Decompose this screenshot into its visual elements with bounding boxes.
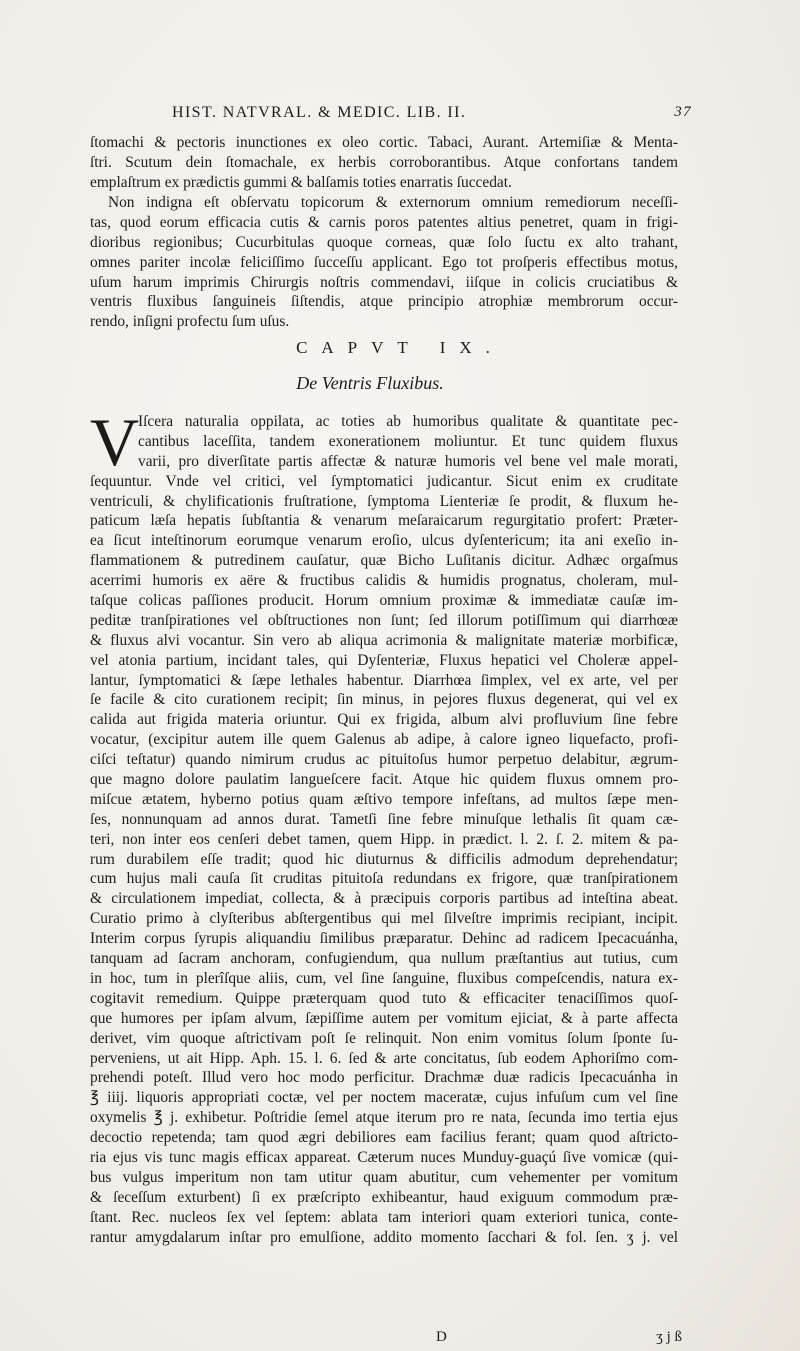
text-line: rum durabilem eſſe tradit; quod hic diuturnus & difficilis admodum deprehendatur; [90, 850, 678, 868]
text-line: in hoc, tum in plerîſque aliis, cum, vel ſine ſanguine, fluxibus compeſcendis, natura ex- [90, 969, 678, 987]
text-line: vocatur, (excipitur autem ille quem Galenus ab adipe, à calore igneo liquefacto, profi- [90, 731, 678, 749]
catchword: ʒ j ß [656, 1329, 682, 1345]
text-line: varii, pro diverſitate partis affectæ & naturæ humoris vel bene vel male morati, [138, 452, 678, 470]
page-number: 37 [674, 104, 692, 120]
text-line: ciſci teſtatur) quando nimirum crudus ac pituitoſus humor perpetuo delabitur, ægrum- [90, 751, 678, 769]
text-line: miſcue ætatem, hyberno potius quam æſtivo tempore infeſtans, ad multos ſæpe men- [90, 790, 678, 808]
text-line: prehendi poteſt. Illud vero hoc modo perficitur. Drachmæ duæ radicis Ipecacuánha in [90, 1069, 678, 1087]
text-line: flammationem & putredinem cauſatur, quæ Bicho Luſitanis dicitur. Adhæc orgaſmus [90, 552, 678, 570]
text-line: cantibus laceſſita, tandem exonerationem moliuntur. Et tunc quidem fluxus [138, 432, 678, 450]
chapter-heading: CAPVT IX. [296, 338, 504, 357]
paragraph-1 [90, 133, 678, 193]
text-line: rantur amygdalarum inſtar pro emulſione, addito momento ſacchari & fol. ſen. ʒ j. vel [90, 1228, 678, 1246]
text-line: ſes, nonnunquam ad annos durat. Tametſi ſine febre minuſque lethalis ſit quam cæ- [90, 810, 678, 828]
page-footer [0, 1329, 800, 1351]
text-line: & circulationem impediat, collecta, & à præcipuis corporis partibus ad inteſtina abeat. [90, 890, 678, 908]
text-line: uſum harum imprimis Chirurgis noſtris commendavi, iiſque in colicis cruciatibus & [90, 273, 678, 291]
text-line: que magno dolore paulatim langueſcere facit. Atque hic quidem fluxus omnem pro- [90, 771, 678, 789]
text-line: Interim corpus ſyrupis aliquandiu ſimilibus præparatur. Dehinc ad radicem Ipecacuánha, [90, 930, 678, 948]
text-line: acerrimi humoris ex aëre & fructibus calidis & humidis prognatus, choleram, mul- [90, 572, 678, 590]
text-line: Non indigna eſt obſervatu topicorum & externorum omnium remediorum neceſſi- [108, 194, 678, 211]
text-line: ſtomachi & pectoris inunctiones ex oleo cortic. Tabaci, Aurant. Artemiſiæ & Menta- [90, 134, 678, 151]
text-line: peditæ tranſpirationes vel obſtructiones non ſunt; ſed illorum potiſſimum qui diarrhœæ [90, 611, 678, 629]
text-line: cum hujus mali cauſa ſit cruditas pituitoſa redundans ex frigore, quæ tranſpirationem [90, 870, 678, 888]
text-line: taſque colicas paſſiones producit. Horum omnium proximæ & immediatæ cauſæ im- [90, 592, 678, 610]
text-line: & ſeceſſum exturbent) ſi ex præſcripto exhibeantur, haud exiguum commodum præ- [90, 1188, 678, 1206]
text-line: ſe facile & cito curationem recipit; ſin minus, in pejores fluxus degenerat, qui vel ex [90, 691, 678, 709]
text-line: oxymelis ℥ j. exhibetur. Poſtridie ſemel atque iterum pro re nata, ſecunda imo tertia ejus [90, 1109, 678, 1127]
text-line: ſequuntur. Vnde vel critici, vel ſymptomatici judicantur. Sicut enim ex cruditate [90, 472, 678, 490]
text-line: & fluxus alvi vocantur. Sin vero ab aliqua acrimonia & malignitate materiæ morbificæ, [90, 631, 678, 649]
text-line: bus vulgus imperitum non tam utitur quam abutitur, cum vehementer per vomitum [90, 1168, 678, 1186]
text-line: rendo, inſigni profectu ſum uſus. [90, 313, 290, 331]
text-line: ℥ iiij. liquoris appropriati coctæ, vel per noctem maceratæ, cujus infuſum cum vel ſine [90, 1089, 678, 1107]
text-line: Iſcera naturalia oppilata, ac toties ab humoribus qualitate & quantitate pec- [138, 413, 678, 430]
text-line: lantur, ſymptomatici & ſæpe lethales habentur. Diarrhœa ſimplex, vel ex arte, vel per [90, 671, 678, 689]
text-line: ſtant. Rec. nucleos ſex vel ſeptem: ablata tam interiori quam exteriori tunica, conte- [90, 1208, 678, 1226]
text-line: derivet, vim quoque aſtrictivam poſt ſe relinquit. Non enim vomitus ſolum ſponte ſu- [90, 1029, 678, 1047]
text-line: ſtri. Scutum dein ſtomachale, ex herbis corroborantibus. Atque confortans tandem [90, 153, 678, 171]
paragraph-3 [90, 404, 678, 1247]
text-line: emplaſtrum ex prædictis gummi & balſamis toties enarratis ſuccedat. [90, 173, 512, 191]
text-line: tas, quod eorum efficacia cutis & carnis poros patentes altius penetret, quam in frigi- [90, 213, 678, 231]
text-line: decoctio repetenda; tam quod ægri debiliores eam facilius ferant; quam quod aſtricto- [90, 1129, 678, 1147]
drop-capital: V [90, 404, 140, 480]
text-line: teri, non inter eos cenſeri debet tamen, quem Hipp. in prædict. l. 2. ſ. 2. mitem & pa- [90, 830, 678, 848]
signature-mark: D [436, 1329, 447, 1345]
text-line: calida aut frigida materia oriuntur. Qui ex frigida, album alvi profluvium ſine febre [90, 711, 678, 729]
text-line: ria ejus vis tunc magis efficax appareat. Cæterum nuces Munduy-guaçú ſive vomicæ (qui- [90, 1148, 678, 1166]
running-header [172, 104, 692, 130]
text-line: ventriculi, & chylificationis fruſtratione, ſymptoma Lienteriæ ſe prodit, & fluxum he- [90, 492, 678, 510]
text-line: que humores per ipſam alvum, ſæpiſſime autem per vomitum ejiciat, & à parte affecta [90, 1009, 678, 1027]
text-line: dioribus regionibus; Cucurbitulas quoque corneas, quæ ſolo ſuctu ex alto trahant, [90, 233, 678, 251]
text-line: paticum læſa hepatis ſubſtantia & venarum meſaraicarum regurgitatio profert: Præter- [90, 512, 678, 530]
paragraph-2 [90, 193, 678, 332]
text-line: Curatio primo à clyſteribus abſtergentibus qui mel ſilveſtre imprimis recipiant, incipit. [90, 910, 678, 928]
text-line: perveniens, ut ait Hipp. Aph. 15. l. 6. ſed & arte concitatus, ſub eodem Aphoriſmo com- [90, 1049, 678, 1067]
chapter-subtitle: De Ventris Fluxibus. [296, 373, 444, 393]
text-line: omnes pariter incolæ feliciſſimo ſucceſſu applicant. Ego tot proſperis effectibus motus, [90, 253, 678, 271]
text-line: ea ſicut inteſtinorum eorumque venarum eroſio, ulcus dyſentericum; ita ani exeſio in- [90, 532, 678, 550]
text-line: ventris fluxibus ſanguineis ſiſtendis, atque principio atrophiæ membrorum occur- [90, 293, 678, 311]
text-line: vel atonia partium, incidant tales, qui Dyſenteriæ, Fluxus hepatici vel Choleræ appel- [90, 651, 678, 669]
running-title: HIST. NATVRAL. & MEDIC. LIB. II. [172, 104, 467, 121]
text-line: tanquam ad ſacram anchoram, confugiendum, qua nullum præſtantius aut tutius, cum [90, 950, 678, 968]
text-line: cogitavit remedium. Quippe præterquam quod tuto & efficaciter tenaciſſimos quoſ- [90, 989, 678, 1007]
